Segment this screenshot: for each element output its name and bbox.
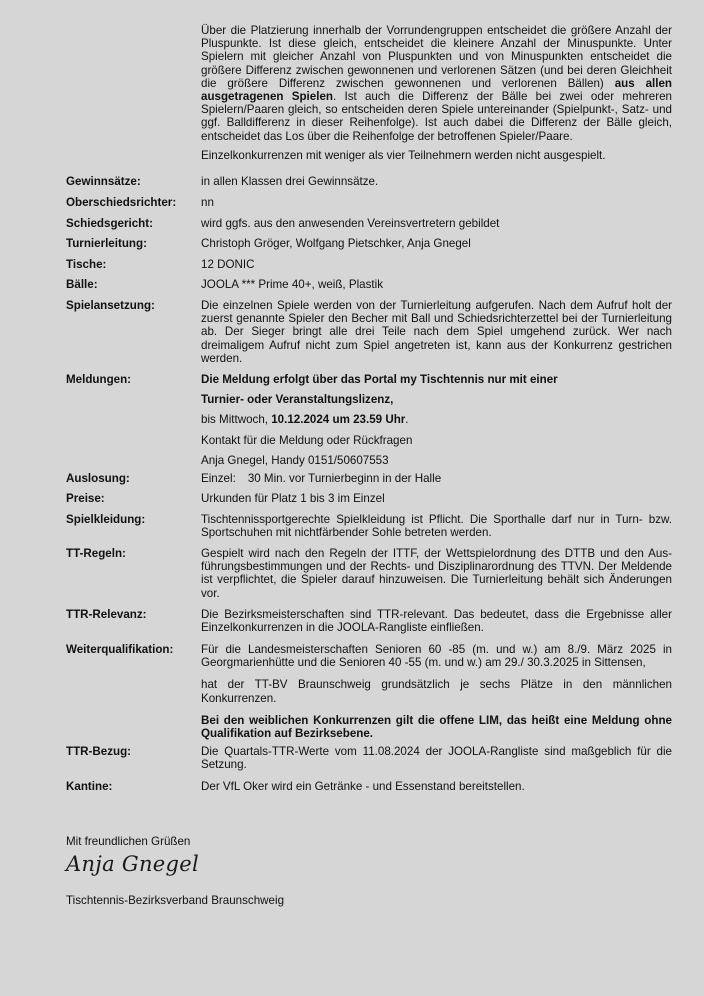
intro-text-b: . Ist auch die Differenz der Bälle bei zwei oder mehreren Spielern/Paaren gleich, so entscheiden deren Spiele untereinander (Spielpunkt-, Satz- und ggf. Balldifferenz in dieser Reihenfolge). Ist auch dabei die Differenz der Bälle gleich, entscheidet das Los über die Reihenfolge der betroffenen Spieler/Paare.	[201, 90, 672, 143]
meldungen-line-2: Turnier- oder Veranstaltungslizenz,	[201, 393, 394, 407]
meldungen-deadline: 10.12.2024 um 23.59 Uhr	[271, 413, 406, 427]
meldungen-line-4: Kontakt für die Meldung oder Rückfragen	[201, 433, 413, 447]
value-ttrrelevanz: Die Bezirksmeisterschaften sind TTR-relevant. Das bedeutet, dass die Ergebnisse aller Einzelkonkurrenzen in die JOOLA-Rangliste einfließen.	[201, 608, 672, 635]
row-spielansetzung	[66, 299, 672, 365]
value-baelle: JOOLA *** Prime 40+, weiß, Plastik	[201, 278, 384, 291]
weiterqual-paragraph-1: Für die Landesmeisterschaften Senioren 60 -85 (m. und w.) am 8./9. März 2025 in Georgmarienhütte und die Senioren 40 -55 (m. und w.) am 29./ 30.3.2025 in Sittensen,	[201, 643, 672, 670]
meldungen-line-1: Die Meldung erfolgt über das Portal my Tischtennis nur mit einer	[201, 373, 558, 386]
label-gewinnsaetze: Gewinnsätze:	[66, 175, 141, 188]
label-baelle: Bälle:	[66, 278, 98, 291]
row-meldungen	[66, 373, 672, 467]
value-gewinnsaetze: in allen Klassen drei Gewinnsätze.	[201, 175, 379, 188]
label-ttrbezug: TTR-Bezug:	[66, 745, 132, 758]
row-oberschiedsrichter	[66, 196, 672, 209]
value-ttregeln: Gespielt wird nach den Regeln der ITTF, der Wettspielordnung des DTTB und den Aus-führungsbestimmungen und der Rechts- und Disziplinarordnung des TTVN. Der Meldende ist verpflichtet, die Spieler darauf hinzuweisen. Die Turnierleitung behält sich Änderungen vor.	[201, 547, 672, 600]
value-kantine: Der VfL Oker wird ein Getränke - und Essenstand bereitstellen.	[201, 780, 525, 793]
label-preise: Preise:	[66, 492, 105, 505]
value-spielansetzung: Die einzelnen Spiele werden von der Turnierleitung aufgerufen. Nach dem Aufruf holt der zuerst genannte Spieler den Becher mit Ball und Schiedsrichterzettel bei der Turnierleitung ab. Der Sieger bringt alle drei Teile nach dem Spiel umgehend zurück. Wer nach dreimaligem Aufruf nicht zum Spiel angetreten ist, kann aus der Konkurrenz gestrichen werden.	[201, 299, 672, 365]
value-tische: 12 DONIC	[201, 258, 255, 271]
label-ttregeln: TT-Regeln:	[66, 547, 126, 560]
organization-name: Tischtennis-Bezirksverband Braunschweig	[66, 894, 285, 907]
label-tische: Tische:	[66, 258, 107, 271]
label-schiedsgericht: Schiedsgericht:	[66, 217, 153, 230]
row-schiedsgericht	[66, 217, 672, 230]
label-spielkleidung: Spielkleidung:	[66, 513, 146, 526]
meldungen-line-5: Anja Gnegel, Handy 0151/50607553	[201, 453, 389, 467]
row-ttregeln	[66, 547, 672, 600]
weiterqual-paragraph-2: hat der TT-BV Braunschweig grundsätzlich je sechs Plätze in den männlichen Konkurrenzen.	[201, 678, 672, 705]
greeting: Mit freundlichen Grüßen	[66, 835, 191, 848]
intro-paragraph-1	[201, 24, 672, 143]
label-spielansetzung: Spielansetzung:	[66, 299, 155, 312]
row-kantine	[66, 780, 672, 793]
value-ttrbezug: Die Quartals-TTR-Werte vom 11.08.2024 der JOOLA-Rangliste sind maßgeblich für die Setzung.	[201, 745, 672, 772]
intro-text-a: Über die Platzierung innerhalb der Vorrundengruppen entscheidet die größere Anzahl der Pluspunkte. Ist diese gleich, entscheidet die kleinere Anzahl der Minuspunkte. Unter Spielern mit gleicher Anzahl von Pluspunkten und von Minuspunkten entscheidet die größere Differenz zwischen gewonnenen und verlorenen Sätzen (und bei deren Gleichheit die größere Differenz zwischen gewonnenen und verlorenen Bällen)	[201, 24, 672, 90]
row-weiterqualifikation	[66, 643, 672, 740]
label-oberschiedsrichter: Oberschiedsrichter:	[66, 196, 177, 209]
label-kantine: Kantine:	[66, 780, 113, 793]
row-spielkleidung	[66, 513, 672, 539]
row-tische	[66, 258, 672, 271]
value-turnierleitung: Christoph Gröger, Wolfgang Pietschker, Anja Gnegel	[201, 237, 471, 250]
auslosung-einzel: Einzel:	[201, 472, 236, 485]
row-ttrbezug	[66, 745, 672, 771]
label-ttrrelevanz: TTR-Relevanz:	[66, 608, 147, 621]
value-preise: Urkunden für Platz 1 bis 3 im Einzel	[201, 492, 385, 505]
weiterqual-paragraph-3: Bei den weiblichen Konkurrenzen gilt die offene LIM, das heißt eine Meldung ohne Qualifikation auf Bezirksebene.	[201, 713, 672, 741]
row-baelle	[66, 278, 672, 291]
intro-text-bold: aus allen ausgetragenen Spielen	[201, 76, 672, 104]
meldungen-deadline-prefix: bis Mittwoch,	[201, 413, 272, 427]
row-turnierleitung	[66, 237, 672, 250]
label-weiterqualifikation: Weiterqualifikation:	[66, 643, 174, 656]
handwritten-signature: Anja Gnegel	[66, 852, 200, 876]
row-ttrrelevanz	[66, 608, 672, 634]
row-preise	[66, 492, 672, 505]
row-gewinnsaetze	[66, 175, 672, 188]
meldungen-deadline-suffix: .	[405, 413, 409, 427]
value-oberschiedsrichter: nn	[201, 196, 214, 209]
label-turnierleitung: Turnierleitung:	[66, 237, 147, 250]
value-spielkleidung: Tischtennissportgerechte Spielkleidung ist Pflicht. Die Sporthalle darf nur in Turn- bzw. Sportschuhen mit nichtfärbender Sohle betreten werden.	[201, 513, 672, 540]
auslosung-time: 30 Min. vor Turnierbeginn in der Halle	[247, 472, 442, 485]
row-auslosung	[66, 472, 672, 485]
meldungen-line-3	[201, 413, 672, 426]
label-meldungen: Meldungen:	[66, 373, 132, 386]
value-schiedsgericht: wird ggfs. aus den anwesenden Vereinsvertretern gebildet	[201, 217, 500, 230]
label-auslosung: Auslosung:	[66, 472, 130, 485]
intro-section	[201, 24, 672, 168]
intro-paragraph-2: Einzelkonkurrenzen mit weniger als vier Teilnehmern werden nicht ausgespielt.	[201, 148, 606, 162]
